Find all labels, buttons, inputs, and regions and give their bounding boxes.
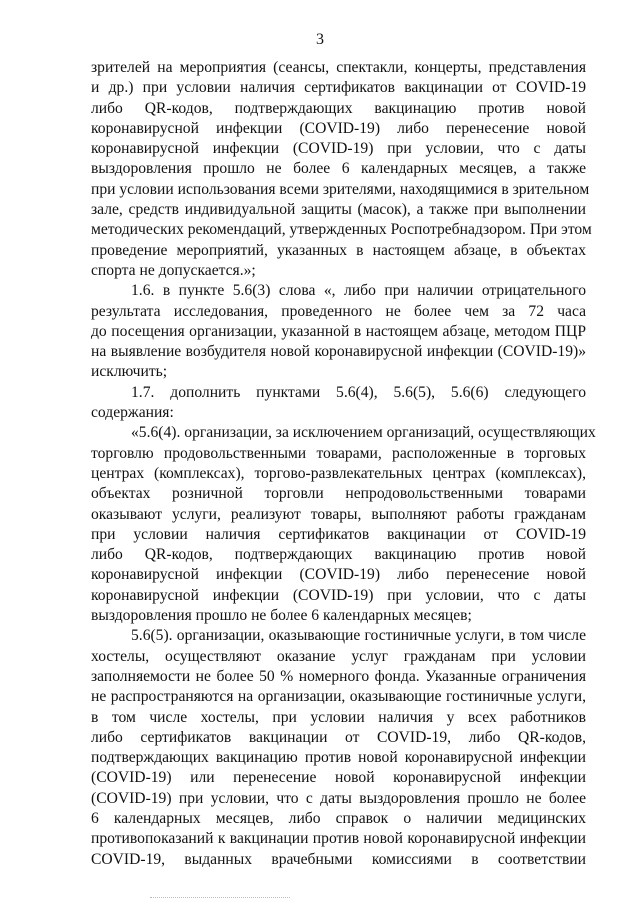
- document-body: [91, 58, 596, 870]
- paragraph: [91, 58, 592, 281]
- text-line: противопоказаний к вакцинации против новой коронавирусной инфекции: [91, 830, 586, 848]
- page-number: 3: [316, 31, 324, 48]
- paragraph: [91, 626, 586, 870]
- text-line: 1.7. дополнить пунктами 5.6(4), 5.6(5), 5.6(6) следующего: [131, 383, 586, 401]
- text-line: результата исследования, проведенного не более чем за 72 часа: [91, 302, 586, 320]
- text-line: методических рекомендаций, утвержденных Роспотребнадзором. При этом: [91, 221, 592, 239]
- text-line: до посещения организации, указанной в настоящем абзаце, методом ПЦР: [91, 322, 586, 340]
- text-line: выздоровления прошло не более 6 календарных месяцев, а также: [91, 160, 586, 178]
- paragraph: [91, 281, 586, 382]
- text-line: коронавирусной инфекции (COVID-19) либо перенесение новой: [91, 566, 586, 584]
- text-line: «5.6(4). организации, за исключением организаций, осуществляющих: [131, 424, 596, 442]
- text-line: либо QR-кодов, подтверждающих вакцинацию против новой: [91, 99, 586, 117]
- text-line: (COVID-19) или перенесение новой коронавирусной инфекции: [91, 769, 586, 787]
- text-line: коронавирусной инфекции (COVID-19) при условии, что с даты: [91, 586, 586, 604]
- text-line: COVID-19, выданных врачебными комиссиями в соответствии: [91, 850, 586, 868]
- text-line: проведение мероприятий, указанных в настоящем абзаце, в объектах: [91, 241, 586, 259]
- text-line: 1.6. в пункте 5.6(3) слова «, либо при наличии отрицательного: [131, 282, 586, 300]
- text-line: не распространяются на организации, оказывающие гостиничные услуги,: [91, 688, 586, 706]
- text-line: коронавирусной инфекции (COVID-19) при условии, что с даты: [91, 140, 586, 158]
- text-line: центрах (комплексах), торгово-развлекательных центрах (комплексах),: [91, 464, 586, 482]
- text-line: зрителей на мероприятия (сеансы, спектакли, концерты, представления: [91, 59, 586, 76]
- text-line: (COVID-19) при условии, что с даты выздоровления прошло не более: [91, 789, 586, 807]
- text-line: оказывают услуги, реализуют товары, выполняют работы гражданам: [91, 505, 586, 523]
- text-line: заполняемости не более 50 % номерного фонда. Указанные ограничения: [91, 667, 586, 685]
- text-line: содержания:: [91, 404, 174, 422]
- text-line: зале, средств индивидуальной защиты (масок), а также при выполнении: [91, 201, 586, 219]
- text-line: либо сертификатов вакцинации от COVID-19, либо QR-кодов,: [91, 728, 586, 746]
- paragraph: [91, 423, 596, 626]
- text-line: коронавирусной инфекции (COVID-19) либо перенесение новой: [91, 119, 586, 137]
- text-line: при условии наличия сертификатов вакцинации от COVID-19: [91, 525, 586, 543]
- text-line: исключить;: [91, 363, 168, 381]
- text-line: 5.6(5). организации, оказывающие гостиничные услуги, в том числе: [131, 627, 586, 645]
- text-line: торговлю продовольственными товарами, расположенные в торговых: [91, 444, 586, 462]
- text-line: подтверждающих вакцинацию против новой коронавирусной инфекции: [91, 749, 586, 767]
- text-line: в том числе хостелы, при условии наличия у всех работников: [91, 708, 586, 726]
- text-line: и др.) при условии наличия сертификатов вакцинации от COVID-19: [91, 79, 586, 97]
- text-line: спорта не допускается.»;: [91, 261, 256, 279]
- paragraph: [91, 383, 586, 424]
- scan-artifact-line: [150, 897, 290, 899]
- text-line: 6 календарных месяцев, либо справок о наличии медицинских: [91, 809, 586, 827]
- text-line: на выявление возбудителя новой коронавирусной инфекции (COVID-19)»: [91, 343, 586, 361]
- text-line: либо QR-кодов, подтверждающих вакцинацию против новой: [91, 546, 586, 564]
- text-line: при условии использования всеми зрителями, находящимися в зрительном: [91, 180, 590, 198]
- text-line: хостелы, осуществляют оказание услуг гражданам при условии: [91, 647, 586, 665]
- text-line: выздоровления прошло не более 6 календарных месяцев;: [91, 607, 472, 625]
- text-line: объектах розничной торговли непродовольственными товарами: [91, 485, 586, 503]
